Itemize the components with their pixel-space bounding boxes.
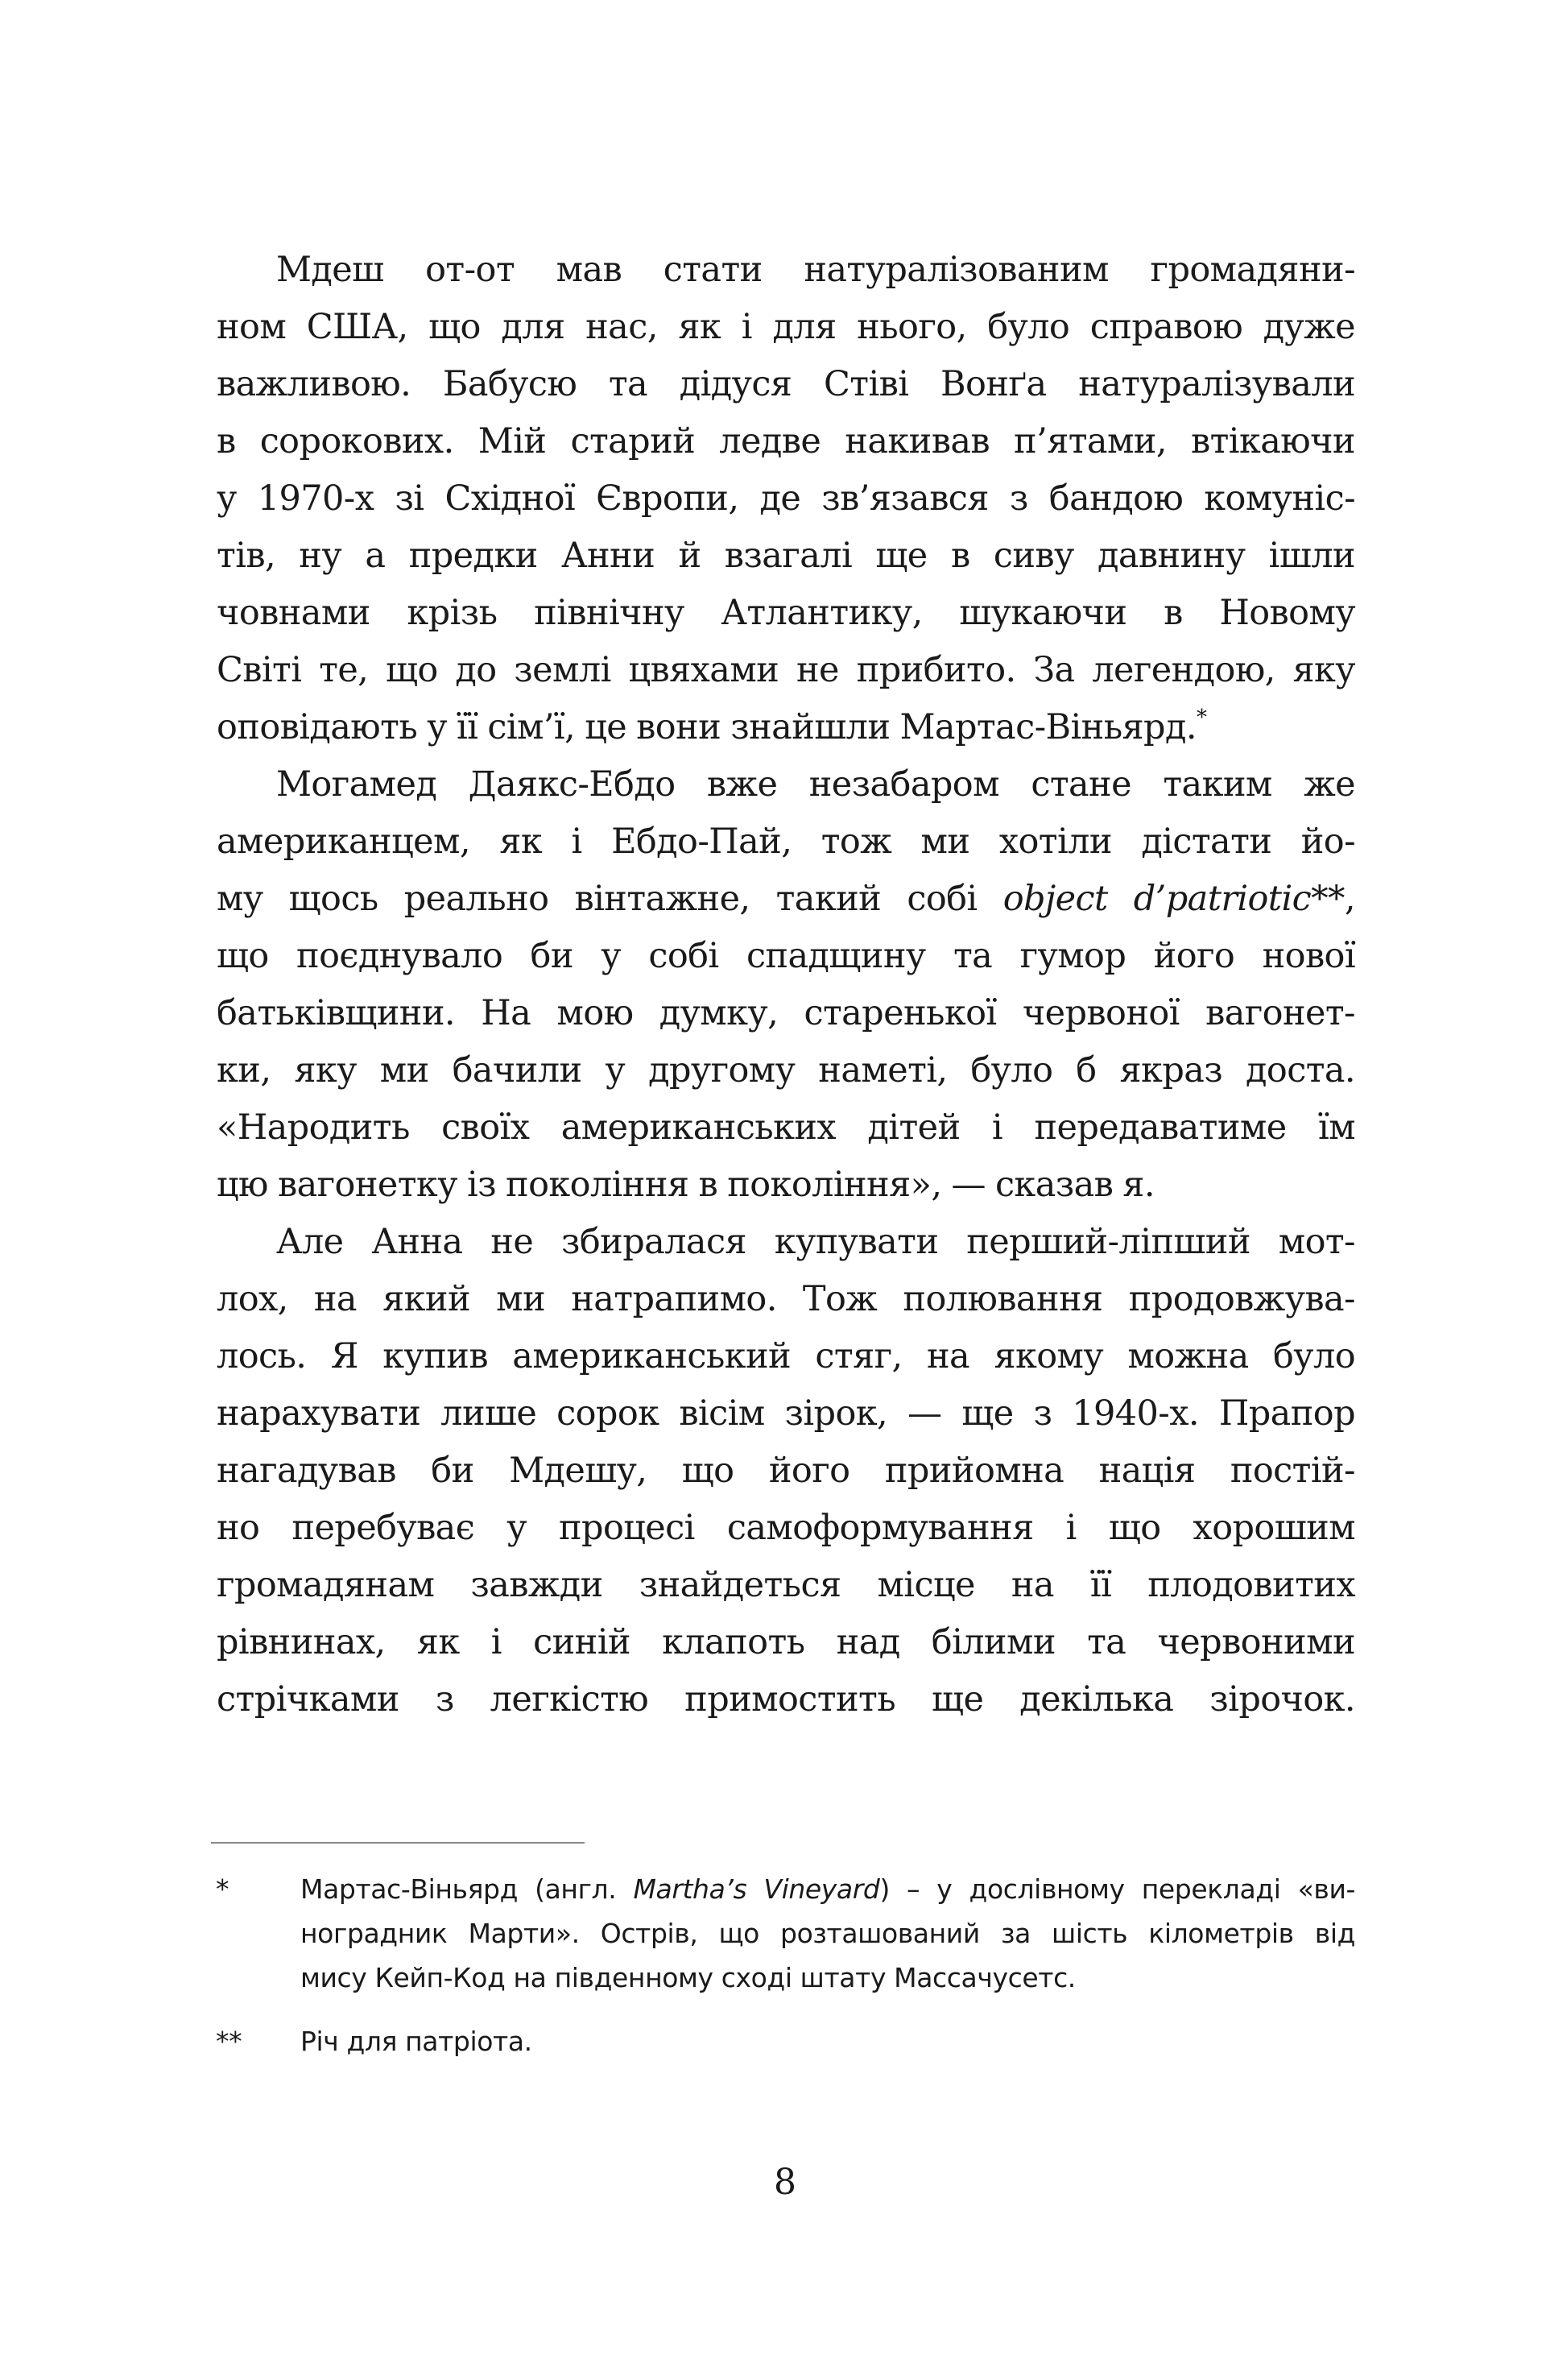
text-line: но перебуває у процесі самоформування і що хорошим xyxy=(217,1508,1355,1548)
footnote-text: ) – у дослівному перекладі «ви- xyxy=(879,1873,1356,1905)
text-line xyxy=(217,699,1355,756)
text-line: в сорокових. Мій старий ледве накивав п’ятами, втікаючи xyxy=(217,421,1355,462)
footnote-line: ноградник Марти». Острів, що розташований за шість кілометрів від xyxy=(300,1918,1355,1949)
text-line: що поєднувало би у собі спадщину та гумор його нової xyxy=(217,936,1355,976)
footnote-1 xyxy=(216,1867,1355,2000)
text-line: нагадував би Мдешу, що його прийомна нація постій- xyxy=(217,1451,1355,1491)
footnote-line xyxy=(300,1867,1355,1911)
footnote-line: Річ для патріота. xyxy=(300,2026,532,2057)
footnote-marker: ** xyxy=(216,2026,242,2057)
text-line: тів, ну а предки Анни й взагалі ще в сиву давнину ішли xyxy=(217,536,1355,576)
text-line: Могамед Даякс-Ебдо вже незабаром стане таким же xyxy=(276,764,1355,805)
text-line: ном США, що для нас, як і для нього, було справою дуже xyxy=(217,307,1355,347)
text-line: американцем, як і Ебдо-Пай, тож ми хотіли дістати йо- xyxy=(217,822,1355,862)
text-line-content: му щось реально вінтажне, такий собі xyxy=(217,879,1003,919)
paragraph-3 xyxy=(217,1214,1355,1728)
footnote-text: Мартас-Віньярд (англ. xyxy=(300,1873,634,1905)
text-line: рівнинах, як і синій клапоть над білими та червоними xyxy=(217,1622,1355,1662)
page-number: 8 xyxy=(774,2162,796,2203)
text-line: човнами крізь північну Атлантику, шукаючи в Новому xyxy=(217,593,1355,633)
paragraph-1 xyxy=(217,242,1355,756)
text-line: лох, на який ми натрапимо. Тож полювання продовжува- xyxy=(217,1279,1355,1319)
paragraph-2 xyxy=(217,756,1355,1214)
text-line: Світі те, що до землі цвяхами не прибито. За легендою, яку xyxy=(217,650,1355,690)
text-line: нарахувати лише сорок вісім зірок, — ще з 1940-х. Прапор xyxy=(217,1393,1355,1434)
footnote-body xyxy=(300,1867,1355,2000)
text-line: у 1970-х зі Східної Європи, де зв’язався з бандою комуніс- xyxy=(217,478,1355,519)
footnote-marker: * xyxy=(216,1873,229,1905)
text-line: Мдеш от-от мав стати натуралізованим громадяни- xyxy=(276,250,1355,290)
footnotes xyxy=(216,1867,1355,2063)
footnote-ref-2[interactable]: ** xyxy=(1311,879,1345,919)
text-line xyxy=(217,871,1355,928)
footnote-ref-1[interactable]: * xyxy=(1196,706,1207,730)
trailing-comma: , xyxy=(1344,879,1355,919)
text-line: цю вагонетку із покоління в покоління», — сказав я. xyxy=(217,1165,1155,1205)
text-line: стрічками з легкістю примостить ще декілька зірочок. xyxy=(217,1679,1355,1720)
text-line: Але Анна не збиралася купувати перший-ліпший мот- xyxy=(276,1222,1355,1262)
footnote-divider xyxy=(211,1842,585,1844)
main-text xyxy=(217,242,1355,1728)
text-line: громадянам завжди знайдеться місце на її плодовитих xyxy=(217,1565,1355,1605)
footnote-italic-term: Martha’s Vineyard xyxy=(633,1873,880,1905)
footnote-2 xyxy=(216,2019,1355,2063)
italic-phrase: object d’patriotic xyxy=(1002,879,1312,919)
text-line: важливою. Бабусю та дідуся Стіві Вонґа натуралізували xyxy=(217,364,1355,404)
text-line: ки, яку ми бачили у другому наметі, було б якраз доста. xyxy=(217,1050,1355,1091)
text-line: батьківщини. На мою думку, старенької червоної вагонет- xyxy=(217,993,1355,1033)
footnote-line: мису Кейп-Код на південному сході штату Массачусетс. xyxy=(300,1962,1076,1993)
text-line-content: оповідають у її сім’ї, це вони знайшли Мартас-Віньярд. xyxy=(217,707,1197,747)
footnote-body xyxy=(300,2019,1355,2063)
text-line: «Народить своїх американських дітей і передаватиме їм xyxy=(217,1107,1355,1148)
text-line: лось. Я купив американський стяг, на якому можна було xyxy=(217,1336,1355,1376)
